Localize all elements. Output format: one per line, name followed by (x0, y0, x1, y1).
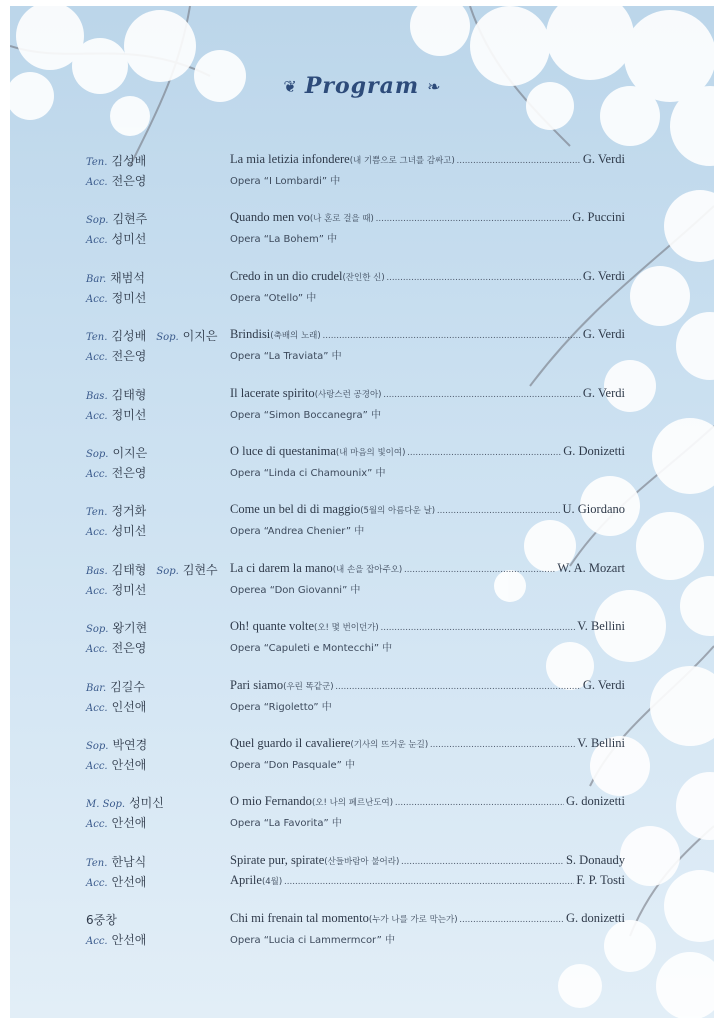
pieces (230, 794, 625, 834)
performer-row (86, 522, 236, 542)
pieces (230, 619, 625, 659)
performer-row (86, 736, 236, 756)
aria-title: La mia letizia infondere (230, 152, 350, 166)
pieces (230, 911, 625, 951)
korean-title: (기사의 뜨거운 눈길) (350, 740, 429, 750)
piece-line (230, 444, 625, 464)
performer-name: 박연경 (112, 738, 148, 752)
opera-title: Opera “Otello” 中 (230, 292, 317, 304)
performer-name: 성미선 (111, 524, 147, 539)
performer-row (86, 406, 236, 426)
performer-row (86, 502, 236, 522)
pieces (230, 561, 625, 601)
composer-name: G. Verdi (582, 677, 625, 692)
dot-leader (323, 330, 581, 340)
performer-row (86, 756, 236, 776)
performer-name: 정미선 (111, 582, 147, 597)
aria-title: O luce di questanima (230, 444, 336, 458)
composer-name: G. Donizetti (563, 444, 625, 458)
piece-line (230, 678, 625, 698)
pieces (230, 444, 625, 484)
program-item (10, 327, 714, 367)
piece-line (230, 386, 625, 406)
performer-row (86, 269, 236, 289)
composer-name: G. donizetti (565, 911, 625, 926)
piece-line (230, 853, 625, 873)
composer-name: G. Verdi (582, 152, 625, 166)
dot-leader (404, 564, 555, 574)
performer-row (86, 444, 236, 464)
piece-line (230, 269, 625, 289)
program-item (10, 502, 714, 542)
performers (86, 444, 236, 484)
performer-row (86, 464, 236, 484)
performer-row (86, 853, 236, 873)
performer-name: 전은영 (111, 349, 147, 364)
korean-title: (5월의 아름다운 날) (360, 506, 436, 517)
performer-name: 안선애 (111, 874, 147, 889)
opera-title: Opera “Lucia ci Lammermcor” 中 (230, 935, 395, 947)
performers (86, 152, 236, 192)
performer-role: Acc. (86, 936, 108, 948)
piece-line (230, 561, 625, 581)
performer-name: 전은영 (111, 174, 147, 188)
program-item (10, 794, 714, 834)
performers (86, 327, 236, 367)
performer-name: 인선애 (111, 699, 147, 714)
performer-role: Sop. (86, 624, 109, 636)
pieces (230, 736, 625, 776)
piece-line (230, 619, 625, 639)
opera-title: Opera “Simon Boccanegra” 中 (230, 409, 382, 421)
performers (86, 561, 236, 601)
performers (86, 678, 236, 718)
performers (86, 210, 236, 250)
performer-name: 이지은 (112, 446, 148, 460)
performer-row (86, 619, 236, 639)
performer-role: Acc. (86, 585, 108, 597)
piece-line (230, 502, 625, 522)
dot-leader (457, 155, 581, 165)
aria-title: Quando men vo (230, 210, 310, 225)
composer-name: F. P. Tosti (576, 872, 625, 887)
performer-row (86, 152, 236, 172)
piece-line (230, 911, 625, 931)
aria-title: Il lacerate spirito (230, 385, 315, 400)
performers (86, 269, 236, 309)
performer-row (86, 698, 236, 718)
dot-leader (376, 213, 570, 223)
performer-row (86, 230, 236, 250)
performer-row (86, 678, 236, 698)
performer-role: Sop. (156, 565, 179, 577)
performer-row (86, 561, 236, 581)
performer-role: Ten. (86, 857, 108, 869)
korean-title: (누가 나를 가로 막는가) (368, 915, 458, 926)
opera-title: Opera “Linda ci Chamounix” 中 (230, 468, 386, 479)
korean-title: (오! 몇 번이던가) (314, 623, 379, 634)
dot-leader (381, 622, 576, 632)
aria-title: Credo in un dio crudel (230, 268, 343, 283)
korean-title: (잔인한 신) (342, 272, 385, 283)
performer-role: Acc. (86, 177, 108, 188)
performer-role: Ten. (86, 507, 108, 519)
performer-role: Bar. (86, 273, 107, 285)
page-title: Program (304, 73, 420, 99)
opera-title: Opera “Rigoletto” 中 (230, 701, 332, 713)
composer-name: G. donizetti (565, 794, 625, 809)
korean-title: (4월) (261, 876, 283, 887)
flourish-left-icon: ❦ (283, 76, 297, 96)
flourish-right-icon: ❧ (427, 76, 441, 96)
opera-title: Opera “La Bohem” 中 (230, 234, 338, 246)
composer-name: V. Bellini (577, 619, 625, 634)
program-item (10, 736, 714, 776)
aria-title: La ci darem la mano (230, 560, 333, 575)
performer-role: Ten. (86, 332, 108, 344)
opera-title: Opera “La Favorita” 中 (230, 818, 342, 830)
piece-line (230, 873, 625, 893)
performer-role: Ten. (86, 157, 108, 168)
korean-title: (산들바람아 불어라) (324, 856, 400, 867)
opera-title: Operea “Don Giovanni” 中 (230, 584, 361, 596)
composer-name: W. A. Mozart (557, 560, 625, 575)
pieces (230, 386, 625, 426)
performers (86, 386, 236, 426)
opera-title: Opera “I Lombardi” 中 (230, 176, 341, 187)
performer-name: 전은영 (111, 466, 147, 480)
performer-role: Acc. (86, 761, 108, 772)
performer-row (86, 639, 236, 659)
program-item (10, 386, 714, 426)
dot-leader (430, 739, 575, 749)
aria-title: Aprile (230, 872, 262, 887)
dot-leader (395, 797, 564, 807)
composer-name: G. Verdi (582, 327, 625, 342)
program-sheet (10, 6, 714, 1018)
performer-role: Acc. (86, 469, 108, 480)
piece-line (230, 794, 625, 814)
dot-leader (460, 914, 564, 924)
performer-role: Sop. (86, 215, 109, 227)
composer-name: G. Puccini (572, 210, 625, 225)
program-item (10, 561, 714, 601)
performer-name: 성미선 (111, 232, 147, 247)
program-item (10, 678, 714, 718)
composer-name: V. Bellini (577, 736, 625, 750)
program-item (10, 269, 714, 309)
dot-leader (336, 681, 581, 691)
performer-row (86, 794, 236, 814)
performer-name: 6중창 (86, 913, 117, 928)
performer-role: M. Sop. (86, 799, 126, 811)
performer-row (86, 814, 236, 834)
performer-row (86, 327, 236, 347)
performer-row (86, 911, 236, 931)
performer-row (86, 386, 236, 406)
piece-line (230, 327, 625, 347)
performer-role: Acc. (86, 702, 108, 714)
performer-role: Acc. (86, 410, 108, 422)
performer-name: 안선애 (111, 758, 147, 772)
performer-role: Acc. (86, 235, 108, 247)
piece-line (230, 210, 625, 230)
performer-name: 김성배 (111, 329, 147, 344)
composer-name: S. Donaudy (565, 852, 625, 867)
performer-name: 안선애 (111, 933, 147, 948)
performer-row (86, 289, 236, 309)
dot-leader (437, 505, 560, 515)
dot-leader (387, 272, 581, 282)
pieces (230, 853, 625, 893)
program-item (10, 619, 714, 659)
korean-title: (내 기쁨으로 그녀를 감싸고) (349, 156, 455, 166)
aria-title: Oh! quante volte (230, 619, 315, 634)
composer-name: G. Verdi (582, 385, 625, 400)
piece-line (230, 152, 625, 172)
korean-title: (사랑스런 공경아) (314, 389, 382, 400)
composer-name: G. Verdi (582, 268, 625, 283)
performer-role: Bas. (86, 390, 108, 402)
aria-title: Quel guardo il cavaliere (230, 736, 351, 750)
aria-title: Come un bel di di maggio (230, 502, 361, 517)
performer-role: Sop. (156, 332, 179, 344)
performer-name: 성미신 (129, 796, 164, 811)
performer-name: 채범석 (110, 270, 145, 285)
performers (86, 736, 236, 776)
performer-role: Acc. (86, 877, 108, 889)
performer-name: 김현수 (182, 562, 218, 577)
performers (86, 619, 236, 659)
korean-title: (나 혼로 걸을 때) (309, 214, 374, 225)
performer-row (86, 873, 236, 893)
performer-role: Sop. (86, 449, 109, 460)
pieces (230, 502, 625, 542)
performer-role: Acc. (86, 644, 108, 656)
pieces (230, 269, 625, 309)
performer-name: 왕기현 (112, 621, 148, 636)
pieces (230, 210, 625, 250)
dot-leader (384, 389, 581, 399)
performer-name: 김태형 (111, 387, 147, 402)
performer-name: 정미선 (111, 290, 147, 305)
korean-title: (우린 똑같군) (283, 681, 334, 692)
performer-row (86, 347, 236, 367)
performer-row (86, 210, 236, 230)
program-item (10, 152, 714, 192)
performers (86, 853, 236, 893)
performer-name: 김성배 (111, 154, 147, 168)
performer-role: Acc. (86, 352, 108, 364)
performer-row (86, 172, 236, 192)
performer-role: Acc. (86, 819, 108, 831)
dot-leader (401, 856, 564, 866)
program-item (10, 853, 714, 893)
korean-title: (내 손을 잡아주오) (332, 564, 403, 575)
aria-title: Pari siamo (230, 677, 284, 692)
opera-title: Opera “Don Pasquale” 中 (230, 760, 356, 771)
performer-name: 전은영 (111, 641, 147, 656)
performer-name: 정거화 (111, 504, 147, 519)
performers (86, 794, 236, 834)
performer-role: Bar. (86, 682, 107, 694)
performer-row (86, 581, 236, 601)
performer-name: 안선애 (111, 816, 147, 831)
aria-title: Chi mi frenain tal momento (230, 911, 369, 926)
performer-name: 한남식 (111, 854, 147, 869)
pieces (230, 327, 625, 367)
performer-role: Sop. (86, 741, 109, 752)
dot-leader (407, 447, 561, 457)
performer-role: Acc. (86, 293, 108, 305)
performer-name: 이지은 (182, 329, 218, 344)
performer-name: 김태형 (111, 562, 147, 577)
program-item (10, 444, 714, 484)
korean-title: (오! 나의 페르난도여) (311, 798, 394, 809)
program-item (10, 911, 714, 951)
performers (86, 502, 236, 542)
performer-name: 김현주 (112, 212, 148, 227)
performer-role: Bas. (86, 565, 108, 577)
performer-name: 정미선 (111, 407, 147, 422)
pieces (230, 152, 625, 192)
korean-title: (내 마음의 빛이여) (335, 448, 406, 458)
opera-title: Opera “La Traviata” 中 (230, 351, 342, 363)
dot-leader (284, 876, 574, 886)
pieces (230, 678, 625, 718)
opera-title: Opera “Andrea Chenier” 中 (230, 526, 365, 538)
aria-title: Spirate pur, spirate (230, 852, 325, 867)
performer-role: Acc. (86, 527, 108, 539)
composer-name: U. Giordano (562, 502, 625, 517)
korean-title: (축배의 노래) (270, 331, 321, 342)
performer-row (86, 931, 236, 951)
opera-title: Opera “Capuleti e Montecchi” 中 (230, 643, 393, 655)
performers (86, 911, 236, 951)
program-heading (10, 66, 714, 106)
performer-name: 김길수 (110, 679, 145, 694)
aria-title: O mio Fernando (230, 794, 312, 809)
program-item (10, 210, 714, 250)
aria-title: Brindisi (230, 327, 271, 342)
piece-line (230, 736, 625, 756)
